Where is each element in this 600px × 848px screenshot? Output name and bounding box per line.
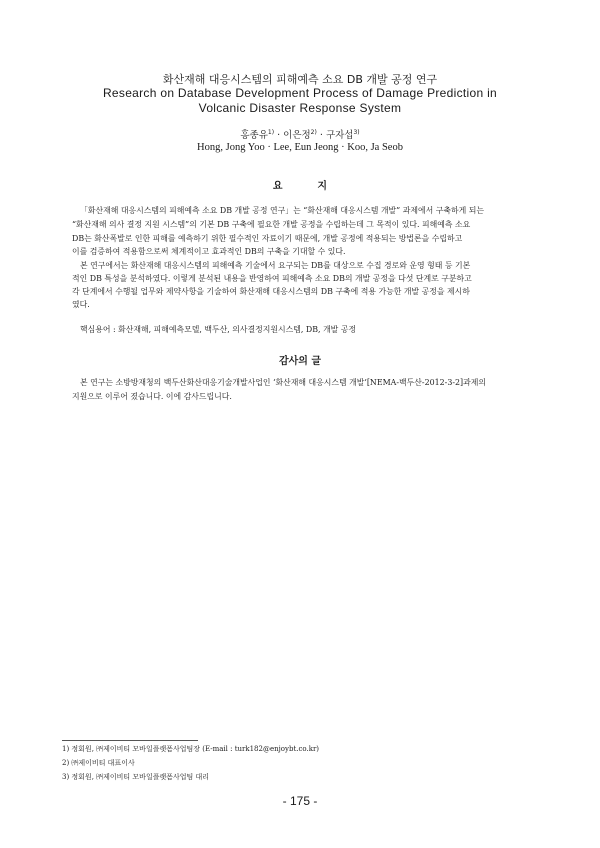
authors-korean: [0, 127, 600, 141]
abstract-line: 이를 검증하여 적용함으로써 체계적이고 효과적인 DB의 구축을 기대할 수 있다.: [72, 247, 346, 256]
footnote-divider: [62, 740, 198, 741]
title-korean: 화산재해 대응시스템의 피해예측 소요 DB 개발 공정 연구: [162, 73, 438, 86]
acknowledgment-line: 지원으로 이루어 졌습니다. 이에 감사드립니다.: [72, 392, 232, 401]
author-1-name: 홍종유: [240, 130, 268, 141]
page-number: - 175 -: [282, 794, 318, 808]
title-english-line-1: Research on Database Development Process of Damage Prediction in: [102, 86, 498, 100]
author-3-mark: 3): [353, 128, 360, 136]
footnote-3: 3) 정회원, ㈜제이비티 모바일플랫폼사업팀 대리: [62, 773, 210, 781]
abstract-line: 적인 DB 특성을 분석하였다. 이렇게 분석된 내용을 반영하여 피해예측 소요 DB의 개발 공정을 다섯 단계로 구분하고: [72, 274, 472, 283]
author-separator: ·: [319, 130, 323, 141]
author-3-name: 구자섭: [325, 130, 354, 141]
abstract-line: 본 연구에서는 화산재해 대응시스템의 피해예측 기술에서 요구되는 DB를 대상으로 수집 경로와 운영 형태 등 기본: [80, 261, 471, 270]
acknowledgment-line: 본 연구는 소방방재청의 백두산화산대응기술개발사업인 ‘화산재해 대응시스템 개발’[NEMA-백두산-2012-3-2]과제의: [80, 378, 486, 387]
abstract-heading: 요 지: [272, 181, 328, 192]
keywords: 핵심용어 : 화산재해, 피해예측모델, 백두산, 의사결정지원시스템, DB, 개발 공정: [80, 325, 357, 334]
abstract-line: 였다.: [72, 300, 90, 309]
author-2-name: 이은정: [283, 130, 311, 141]
abstract-line: 「화산재해 대응시스템의 피해예측 소요 DB 개발 공정 연구」는 “화산재해 대응시스템 개발” 과제에서 구축하게 되는: [80, 206, 484, 215]
author-separator: ·: [277, 130, 281, 141]
title-english-line-2: Volcanic Disaster Response System: [198, 101, 402, 115]
footnote-1: 1) 정회원, ㈜제이비티 모바일플랫폼사업팀장 (E-mail : turk182@enjoybt.co.kr): [62, 745, 320, 753]
acknowledgment-heading: 감사의 글: [278, 356, 322, 367]
footnote-2: 2) ㈜제이비티 대표이사: [62, 759, 135, 767]
author-1-mark: 1): [267, 128, 275, 136]
abstract-line: 각 단계에서 수행될 업무와 제약사항을 기술하여 화산재해 대응시스템의 DB 구축에 적용 가능한 개발 공정을 제시하: [72, 287, 470, 296]
abstract-line: “화산재해 의사 결정 지원 시스템”의 기본 DB 구축에 필요한 개발 공정을 수립하는데 그 목적이 있다. 피해예측 소요: [72, 220, 471, 229]
author-2-mark: 2): [310, 128, 317, 136]
authors-english: Hong, Jong Yoo · Lee, Eun Jeong · Koo, Ja Seob: [197, 142, 403, 153]
abstract-line: DB는 화산폭발로 인한 피해를 예측하기 위한 필수적인 자료이기 때문에, 개발 공정에 적용되는 방법론을 수립하고: [72, 234, 463, 243]
